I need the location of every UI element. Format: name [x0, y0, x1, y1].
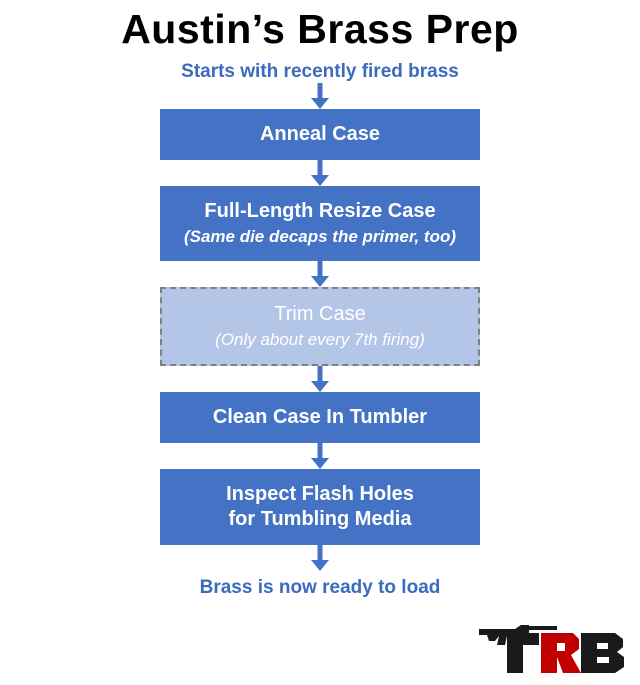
flow-node-title: Inspect Flash Holes: [226, 483, 414, 506]
arrow-head: [311, 98, 329, 109]
flow-node-title: Clean Case In Tumbler: [212, 406, 428, 429]
flow-node-title: Anneal Case: [259, 123, 381, 146]
arrow-down-icon: [309, 366, 331, 392]
flow-node-inspect-flash-holes[interactable]: [160, 469, 480, 545]
arrow-head: [311, 276, 329, 287]
flow-node-anneal-case[interactable]: [160, 109, 480, 160]
arrow-head: [311, 458, 329, 469]
arrow-down-icon: [309, 160, 331, 186]
flow-node-subtitle: (Only about every 7th firing): [215, 330, 425, 350]
flow-start-caption: Starts with recently fired brass: [181, 61, 459, 83]
arrow-head: [311, 381, 329, 392]
arrow-down-icon: [309, 261, 331, 287]
page-title: Austin’s Brass Prep: [121, 6, 519, 52]
flow-node-title-line2: for Tumbling Media: [228, 508, 412, 531]
flowchart: [0, 51, 640, 599]
flow-node-full-length-resize-case[interactable]: [160, 186, 480, 261]
flow-node-clean-case-in-tumbler[interactable]: [160, 392, 480, 443]
flow-end-caption: Brass is now ready to load: [199, 577, 441, 599]
arrow-head: [311, 175, 329, 186]
flow-node-subtitle: (Same die decaps the primer, too): [183, 227, 457, 247]
arrow-down-icon: [309, 83, 331, 109]
arrow-head: [311, 560, 329, 571]
flow-node-title: Trim Case: [274, 303, 366, 326]
arrow-down-icon: [309, 443, 331, 469]
flow-node-trim-case[interactable]: [160, 287, 480, 366]
prb-logo: [477, 611, 632, 677]
flow-node-title: Full-Length Resize Case: [204, 200, 436, 223]
arrow-down-icon: [309, 545, 331, 571]
